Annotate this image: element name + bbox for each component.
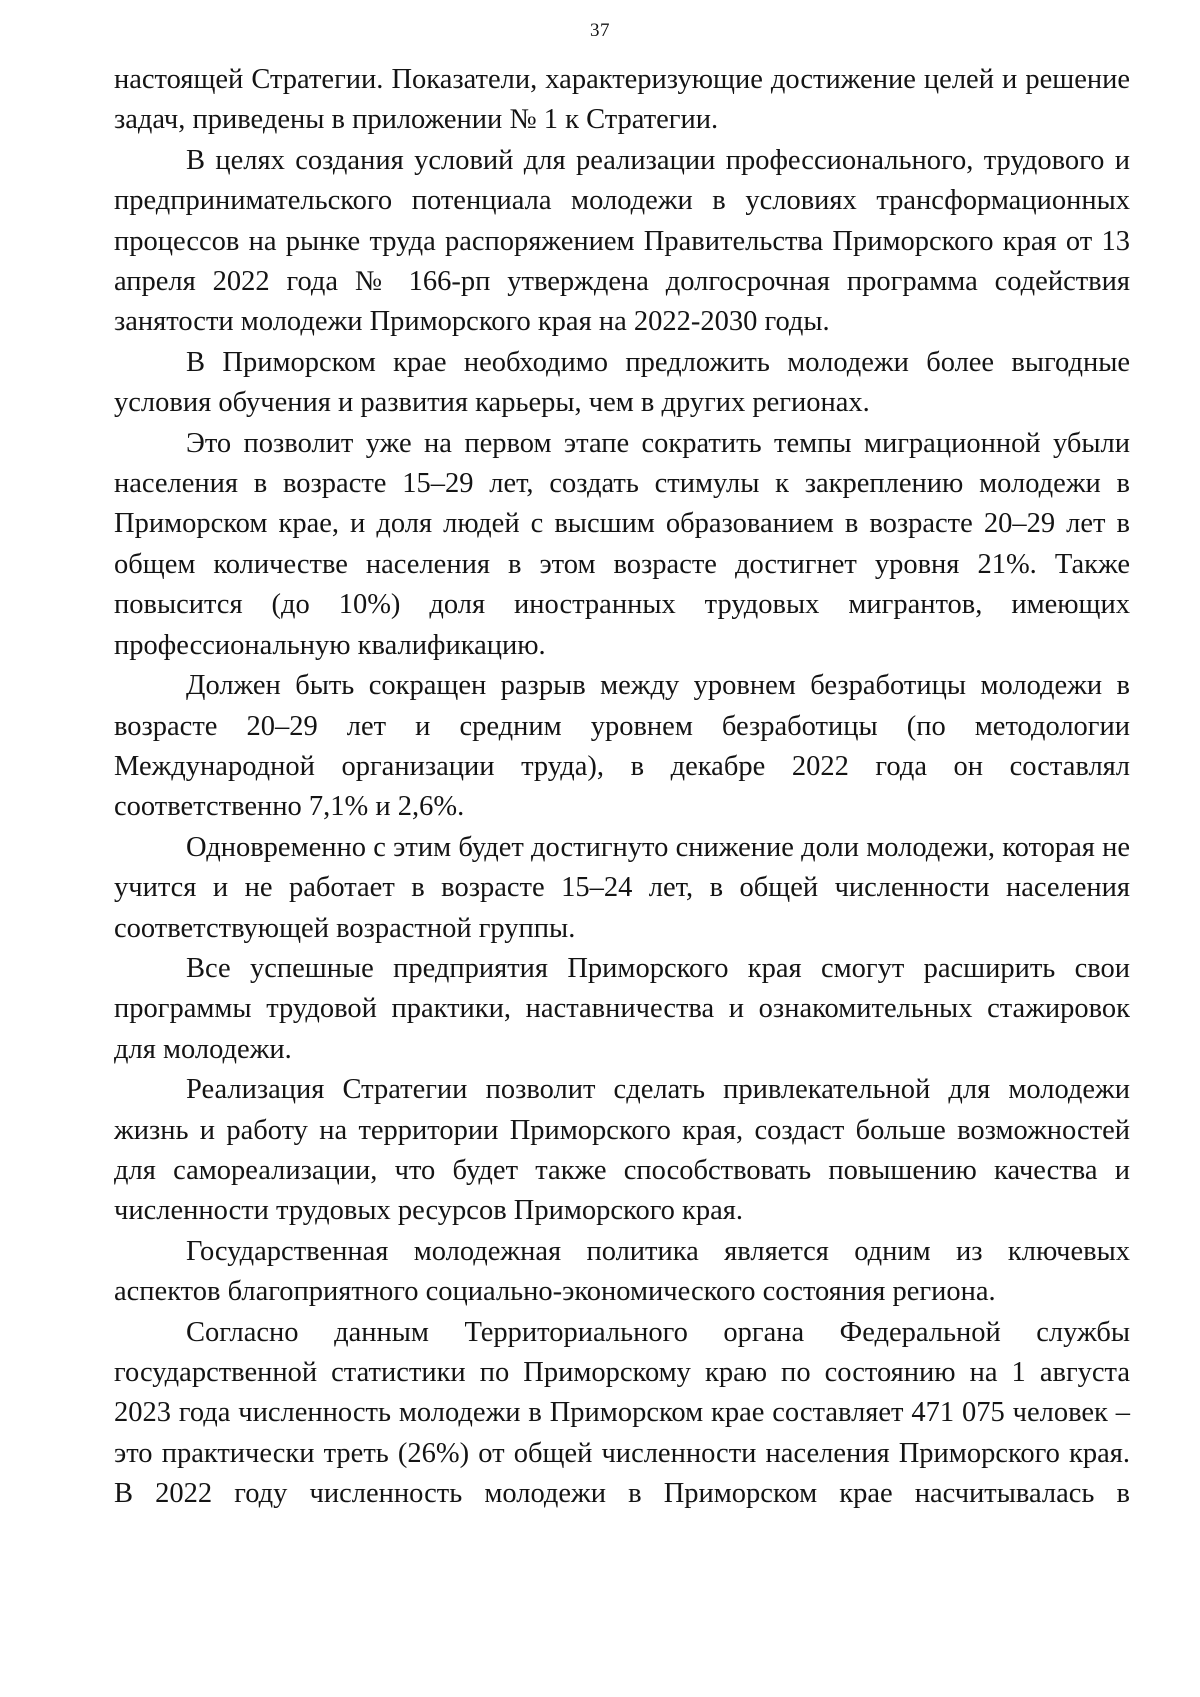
page-number: 37 bbox=[590, 20, 610, 41]
paragraph-neet-youth: Одновременно с этим будет достигнуто снижение доли молодежи, которая не учится и не работает в возрасте 15–24 лет, в общей численности населения соответствующей возрастной группы. bbox=[114, 831, 1130, 944]
paragraph-continued: настоящей Стратегии. Показатели, характеризующие достижение целей и решение задач, приведены в приложении № 1 к Стратегии. bbox=[114, 64, 1130, 136]
paragraph-enterprises-internships: Все успешные предприятия Приморского края смогут расширить свои программы трудовой практики, наставничества и ознакомительных стажировок для молодежи. bbox=[114, 952, 1130, 1065]
paragraph-strategy-implementation: Реализация Стратегии позволит сделать привлекательной для молодежи жизнь и работу на территории Приморского края, создаст больше возможностей для самореализации, что будет также способствовать повышению качества и численности трудовых ресурсов Приморского края. bbox=[114, 1074, 1130, 1227]
paragraph-career-conditions: В Приморском крае необходимо предложить молодежи более выгодные условия обучения и развития карьеры, чем в других регионах. bbox=[114, 346, 1130, 419]
paragraph-employment-program: В целях создания условий для реализации профессионального, трудового и предпринимательского потенциала молодежи в условиях трансформационных процессов на рынке труда распоряжением Правительства Приморского края от 13 апреля 2022 года № 166-рп утверждена долгосрочная программа содействия занятости молодежи Приморского края на 2022-2030 годы. bbox=[114, 144, 1130, 338]
document-body bbox=[114, 60, 1130, 1515]
paragraph-migration-education: Это позволит уже на первом этапе сократить темпы миграционной убыли населения в возрасте 15–29 лет, создать стимулы к закреплению молодежи в Приморском крае, и доля людей с высшим образованием в возрасте 20–29 лет в общем количестве населения в этом возрасте достигнет уровня 21%. Также повысится (до 10%) доля иностранных трудовых мигрантов, имеющих профессиональную квалификацию. bbox=[114, 427, 1130, 661]
paragraph-youth-policy: Государственная молодежная политика является одним из ключевых аспектов благоприятного социально-экономического состояния региона. bbox=[114, 1235, 1130, 1308]
paragraph-unemployment-gap: Должен быть сокращен разрыв между уровнем безработицы молодежи в возрасте 20–29 лет и средним уровнем безработицы (по методологии Международной организации труда), в декабре 2022 года он составлял соответственно 7,1% и 2,6%. bbox=[114, 670, 1130, 823]
paragraph-youth-statistics: Согласно данным Территориального органа Федеральной службы государственной статистики по Приморскому краю по состоянию на 1 августа 2023 года численность молодежи в Приморском крае составляет 471 075 человек – это практически треть (26%) от общей численности населения Приморского края. В 2022 году численность молодежи в Приморском крае насчитывалась в bbox=[114, 1316, 1130, 1510]
